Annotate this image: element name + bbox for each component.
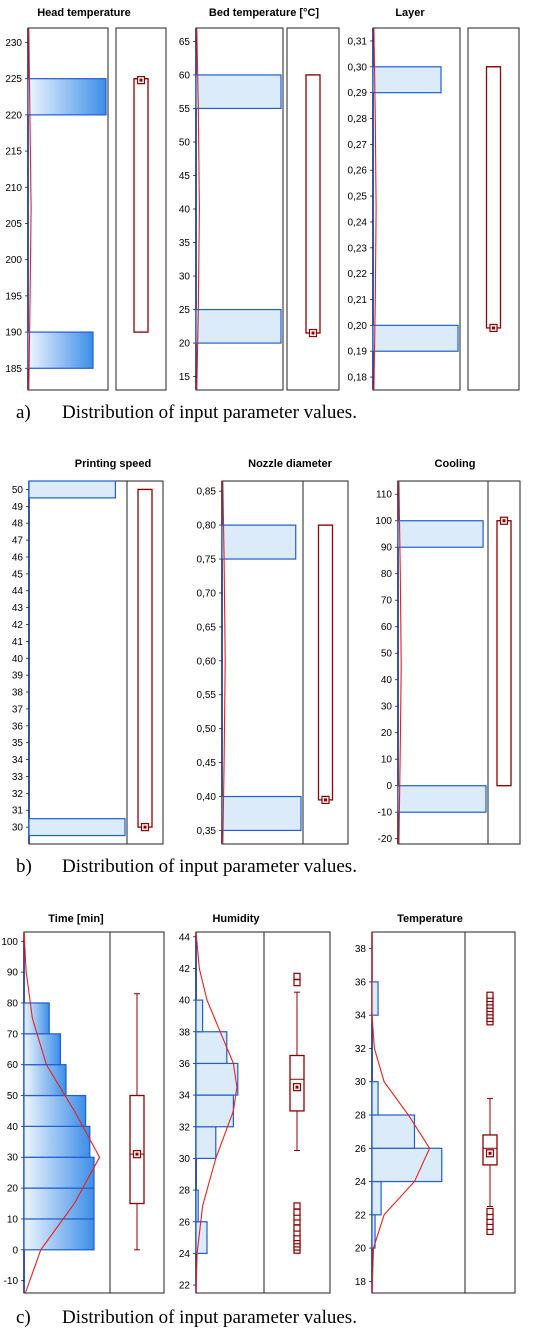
outlier-marker <box>294 980 300 986</box>
y-tick-label: 0 <box>386 781 392 793</box>
y-tick-label: 31 <box>11 805 23 817</box>
y-tick-label: 0,18 <box>347 372 367 384</box>
y-tick-label: 30 <box>178 271 190 283</box>
y-tick-label: 205 <box>5 218 22 230</box>
y-tick-label: 50 <box>11 484 23 496</box>
box-iqr <box>134 79 148 332</box>
y-tick-label: 185 <box>5 363 22 375</box>
y-tick-label: 44 <box>178 932 190 944</box>
histogram-frame <box>372 932 465 1293</box>
y-tick-label: 0,22 <box>347 269 367 281</box>
y-tick-label: 80 <box>6 998 18 1010</box>
y-tick-label: -10 <box>3 1276 18 1288</box>
y-tick-label: 15 <box>178 372 190 384</box>
y-tick-label: 60 <box>178 70 190 82</box>
histogram-bar <box>24 1219 94 1250</box>
y-tick-label: 30 <box>354 1077 366 1089</box>
y-tick-label: 0,25 <box>347 191 367 203</box>
histogram-bar <box>373 325 458 351</box>
histogram-bar <box>24 1188 94 1219</box>
y-tick-label: 40 <box>178 995 190 1007</box>
y-tick-label: 50 <box>380 648 392 660</box>
y-tick-label: 225 <box>5 74 22 86</box>
y-tick-label: 26 <box>178 1217 190 1229</box>
box-iqr <box>319 525 333 800</box>
histogram-bar <box>196 1095 233 1127</box>
y-tick-label: 0,85 <box>196 486 216 498</box>
y-tick-label: 24 <box>354 1177 366 1189</box>
outlier-marker <box>294 973 300 979</box>
y-tick-label: 42 <box>178 963 190 975</box>
y-tick-label: 34 <box>178 1090 190 1102</box>
y-tick-label: 40 <box>11 653 23 665</box>
y-tick-label: 0,27 <box>347 139 367 151</box>
chart-humidity <box>179 913 330 1293</box>
chart-temperature <box>355 913 515 1293</box>
y-tick-label: 210 <box>5 182 22 194</box>
histogram-bar <box>196 1190 198 1222</box>
y-tick-label: 39 <box>11 670 23 682</box>
chart-title: Printing speed <box>74 458 152 470</box>
chart-title: Time [min] <box>48 913 104 925</box>
y-tick-label: 50 <box>178 137 190 149</box>
y-tick-label: 60 <box>6 1060 18 1072</box>
y-tick-label: 0,40 <box>196 792 216 804</box>
y-tick-label: 0,30 <box>347 62 367 74</box>
caption-c-text: Distribution of input parameter values. <box>62 1307 357 1328</box>
histogram-bar <box>196 1063 238 1095</box>
y-tick-label: 44 <box>11 586 23 598</box>
caption-b <box>16 856 357 878</box>
y-tick-label: 40 <box>178 204 190 216</box>
y-tick-label: 38 <box>178 1027 190 1039</box>
y-tick-label: 36 <box>354 977 366 989</box>
y-tick-label: 0,23 <box>347 243 367 255</box>
y-tick-label: 65 <box>178 36 190 48</box>
box-mean-dot <box>144 826 147 829</box>
caption-c-letter: c) <box>16 1307 31 1328</box>
y-tick-label: 32 <box>178 1122 190 1134</box>
histogram-bar <box>29 819 125 836</box>
y-tick-label: 100 <box>375 516 392 528</box>
outlier-marker <box>294 1209 300 1215</box>
y-tick-label: 20 <box>6 1183 18 1195</box>
y-tick-label: 28 <box>354 1110 366 1122</box>
chart-title: Cooling <box>434 458 476 470</box>
y-tick-label: 190 <box>5 327 22 339</box>
y-tick-label: 70 <box>6 1029 18 1041</box>
chart-title: Layer <box>395 7 425 19</box>
y-tick-label: 20 <box>354 1243 366 1255</box>
y-tick-label: 43 <box>11 603 23 615</box>
chart-head-temperature <box>5 7 166 390</box>
histogram-bar <box>222 797 301 831</box>
box-mean-dot <box>492 326 495 329</box>
y-tick-label: 70 <box>380 595 392 607</box>
chart-printing-speed <box>12 458 163 844</box>
y-tick-label: 40 <box>6 1121 18 1133</box>
box-iqr <box>130 1096 144 1204</box>
y-tick-label: 30 <box>11 822 23 834</box>
chart-title: Head temperature <box>37 7 131 19</box>
y-tick-label: 30 <box>178 1153 190 1165</box>
chart-bed-temperature-c <box>179 7 339 390</box>
y-tick-label: 0,31 <box>347 36 367 48</box>
y-tick-label: 80 <box>380 569 392 581</box>
histogram-bar <box>222 525 296 559</box>
box-mean-dot <box>324 798 327 801</box>
y-tick-label: 32 <box>11 788 23 800</box>
y-tick-label: 32 <box>354 1043 366 1055</box>
y-tick-label: 90 <box>380 542 392 554</box>
box-iqr <box>138 489 152 827</box>
histogram-bar <box>398 521 483 547</box>
y-tick-label: 0,24 <box>347 217 367 229</box>
histogram-bar <box>28 332 93 368</box>
y-tick-label: 28 <box>178 1185 190 1197</box>
caption-b-text: Distribution of input parameter values. <box>62 856 357 877</box>
y-tick-label: 26 <box>354 1143 366 1155</box>
y-tick-label: 33 <box>11 771 23 783</box>
chart-title: Temperature <box>397 913 463 925</box>
y-tick-label: 215 <box>5 146 22 158</box>
y-tick-label: -20 <box>377 834 392 846</box>
y-tick-label: 10 <box>6 1214 18 1226</box>
caption-a-letter: a) <box>16 402 31 423</box>
histogram-bar <box>372 1148 442 1181</box>
y-tick-label: 38 <box>11 687 23 699</box>
caption-a <box>16 402 357 424</box>
histogram-frame <box>29 481 127 844</box>
y-tick-label: 45 <box>11 569 23 581</box>
histogram-bar <box>372 982 378 1015</box>
y-tick-label: 0,19 <box>347 346 367 358</box>
outlier-marker <box>487 992 493 998</box>
y-tick-label: 38 <box>354 944 366 956</box>
histogram-bar <box>29 481 115 498</box>
y-tick-label: 0,45 <box>196 758 216 770</box>
caption-c <box>16 1307 357 1329</box>
y-tick-label: 30 <box>380 701 392 713</box>
y-tick-label: 0,55 <box>196 690 216 702</box>
y-tick-label: 18 <box>354 1276 366 1288</box>
box-iqr <box>497 521 511 786</box>
outlier-marker <box>294 1225 300 1231</box>
histogram-bar <box>373 67 441 93</box>
box-iqr <box>487 67 501 328</box>
y-tick-label: 10 <box>380 754 392 766</box>
y-tick-label: 40 <box>380 675 392 687</box>
histogram-bar <box>196 310 281 344</box>
y-tick-label: 24 <box>178 1248 190 1260</box>
chart-title: Bed temperature [°C] <box>208 7 320 19</box>
histogram-bar <box>372 1082 378 1115</box>
histogram-bar <box>24 1065 66 1096</box>
histogram-bar <box>24 1157 94 1188</box>
y-tick-label: 0,26 <box>347 165 367 177</box>
y-tick-label: 0,29 <box>347 88 367 100</box>
y-tick-label: -10 <box>377 807 392 819</box>
y-tick-label: 0,20 <box>347 320 367 332</box>
y-tick-label: 41 <box>11 636 23 648</box>
y-tick-label: 30 <box>6 1152 18 1164</box>
histogram-bar <box>372 1115 414 1148</box>
y-tick-label: 37 <box>11 704 23 716</box>
y-tick-label: 0,70 <box>196 588 216 600</box>
y-tick-label: 50 <box>6 1091 18 1103</box>
box-mean-dot <box>312 332 315 335</box>
y-tick-label: 55 <box>178 103 190 115</box>
fitted-curve <box>372 932 430 1293</box>
y-tick-label: 230 <box>5 37 22 49</box>
box-mean-dot <box>296 1086 299 1089</box>
y-tick-label: 0,35 <box>196 825 216 837</box>
y-tick-label: 100 <box>1 936 18 948</box>
y-tick-label: 0,60 <box>196 656 216 668</box>
chart-time-min <box>1 913 164 1293</box>
outlier-marker <box>487 1208 493 1214</box>
y-tick-label: 195 <box>5 291 22 303</box>
y-tick-label: 35 <box>11 738 23 750</box>
y-tick-label: 34 <box>11 755 23 767</box>
y-tick-label: 0,65 <box>196 622 216 634</box>
y-tick-label: 110 <box>376 489 392 501</box>
histogram-bar <box>372 1182 381 1215</box>
histogram-bar <box>24 1096 86 1127</box>
y-tick-label: 36 <box>178 1058 190 1070</box>
y-tick-label: 0 <box>12 1245 18 1257</box>
box-mean-dot <box>489 1152 492 1155</box>
box-mean-dot <box>136 1153 139 1156</box>
y-tick-label: 48 <box>11 518 23 530</box>
histogram-bar <box>24 1126 90 1157</box>
y-tick-label: 35 <box>178 238 190 250</box>
y-tick-label: 20 <box>380 728 392 740</box>
box-mean-dot <box>140 79 143 82</box>
chart-title: Humidity <box>212 913 260 925</box>
y-tick-label: 200 <box>5 255 22 267</box>
y-tick-label: 45 <box>178 170 190 182</box>
y-tick-label: 60 <box>380 622 392 634</box>
caption-a-text: Distribution of input parameter values. <box>62 402 357 423</box>
y-tick-label: 90 <box>6 967 18 979</box>
box-mean-dot <box>503 519 506 522</box>
chart-cooling <box>375 458 520 845</box>
y-tick-label: 47 <box>11 535 23 547</box>
caption-b-letter: b) <box>16 856 32 877</box>
histogram-bar <box>196 1127 216 1159</box>
y-tick-label: 0,80 <box>196 520 216 532</box>
chart-layer <box>348 7 519 390</box>
histogram-bar <box>24 1003 49 1034</box>
y-tick-label: 49 <box>11 501 23 513</box>
y-tick-label: 36 <box>11 721 23 733</box>
chart-title: Nozzle diameter <box>248 458 332 470</box>
box-iqr <box>306 75 320 333</box>
y-tick-label: 220 <box>5 110 22 122</box>
y-tick-label: 0,28 <box>347 114 367 125</box>
y-tick-label: 25 <box>178 305 190 317</box>
y-tick-label: 34 <box>354 1010 366 1022</box>
chart-nozzle-diameter <box>197 458 348 844</box>
y-tick-label: 20 <box>178 338 190 350</box>
y-tick-label: 42 <box>11 620 23 632</box>
histogram-bar <box>398 786 486 812</box>
y-tick-label: 22 <box>178 1280 190 1292</box>
y-tick-label: 0,50 <box>196 724 216 736</box>
y-tick-label: 0,75 <box>196 554 216 566</box>
histogram-bar <box>196 1000 203 1032</box>
histogram-bar <box>196 75 281 109</box>
outlier-marker <box>294 1203 300 1209</box>
y-tick-label: 22 <box>354 1210 366 1222</box>
y-tick-label: 46 <box>11 552 23 564</box>
y-tick-label: 0,21 <box>347 295 367 306</box>
histogram-bar <box>28 79 106 115</box>
